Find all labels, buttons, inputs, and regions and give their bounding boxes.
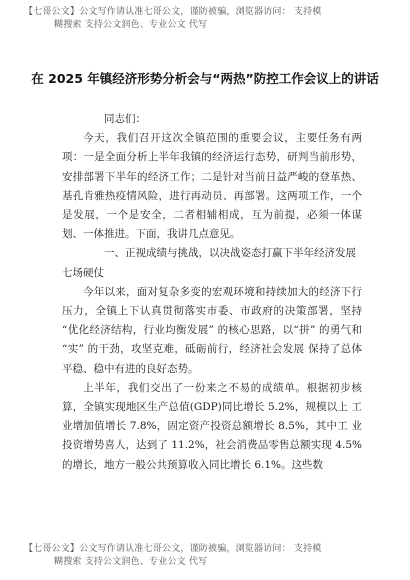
paragraph-overview: 今年以来，面对复杂多变的宏观环境和持续加大的经济下行压力，全镇上下认真贯彻落实市委、市政府的决策部署，坚持 “优化经济结构，行业均衡发展” 的核心思路，以“拼” 的勇气和 “实” 的干劲，攻坚克难，砥砺前行，经济社会发展 保持了总体平稳、稳中有进的良好态势。	[62, 285, 362, 375]
paragraph-intro: 今天，我们召开这次全镇范围的重要会议，主要任务有两项：一是全面分析上半年我镇的经济运行态势，研判当前形势，安排部署下半年的经济工作；二是针对当前日益严峻的登革热、基孔肯雅热疫情风险，进行再动员、再部署。这两项工作，一个是发展，一个是安全，二者相辅相成，互为前提，必须一体谋划、一体推进。下面，我讲几点意见。	[62, 132, 362, 241]
paragraph-results: 上半年，我们交出了一份来之不易的成绩单。根据初步核算，全镇实现地区生产总值(GDP)同比增长 5.2%，规模以上 工业增加值增长 7.8%，固定资产投资总额增长 8.5%，其中工 业投资增势喜人，达到了 11.2%，社会消费品零售总额实现 4.5%的增长，地方一般公共预算收入同比增长 6.1%。这些数	[62, 381, 362, 471]
footer-line-1: 【七哥公文】公文写作请认准七哥公文，谨防被骗，浏览器访问： 支持模	[24, 544, 322, 554]
document-body	[62, 110, 362, 475]
header-line-1: 【七哥公文】公文写作请认准七哥公文，谨防被骗，浏览器访问： 支持模	[24, 7, 322, 17]
footer-line-2: 糊搜索 支持公文润色、专业公文 代写	[54, 557, 208, 567]
document-title: 在 2025 年镇经济形势分析会与“两热”防控工作会议上的讲话	[31, 71, 379, 86]
greeting: 同志们：	[104, 113, 146, 125]
page-footer	[24, 543, 386, 569]
header-line-2: 糊搜索 支持公文润色、专业公文 代写	[54, 20, 208, 30]
section-heading-1: 一、正视成绩与挑战，以决战姿态打赢下半年经济发展 七场硬仗	[62, 247, 356, 279]
page-header	[24, 6, 386, 32]
